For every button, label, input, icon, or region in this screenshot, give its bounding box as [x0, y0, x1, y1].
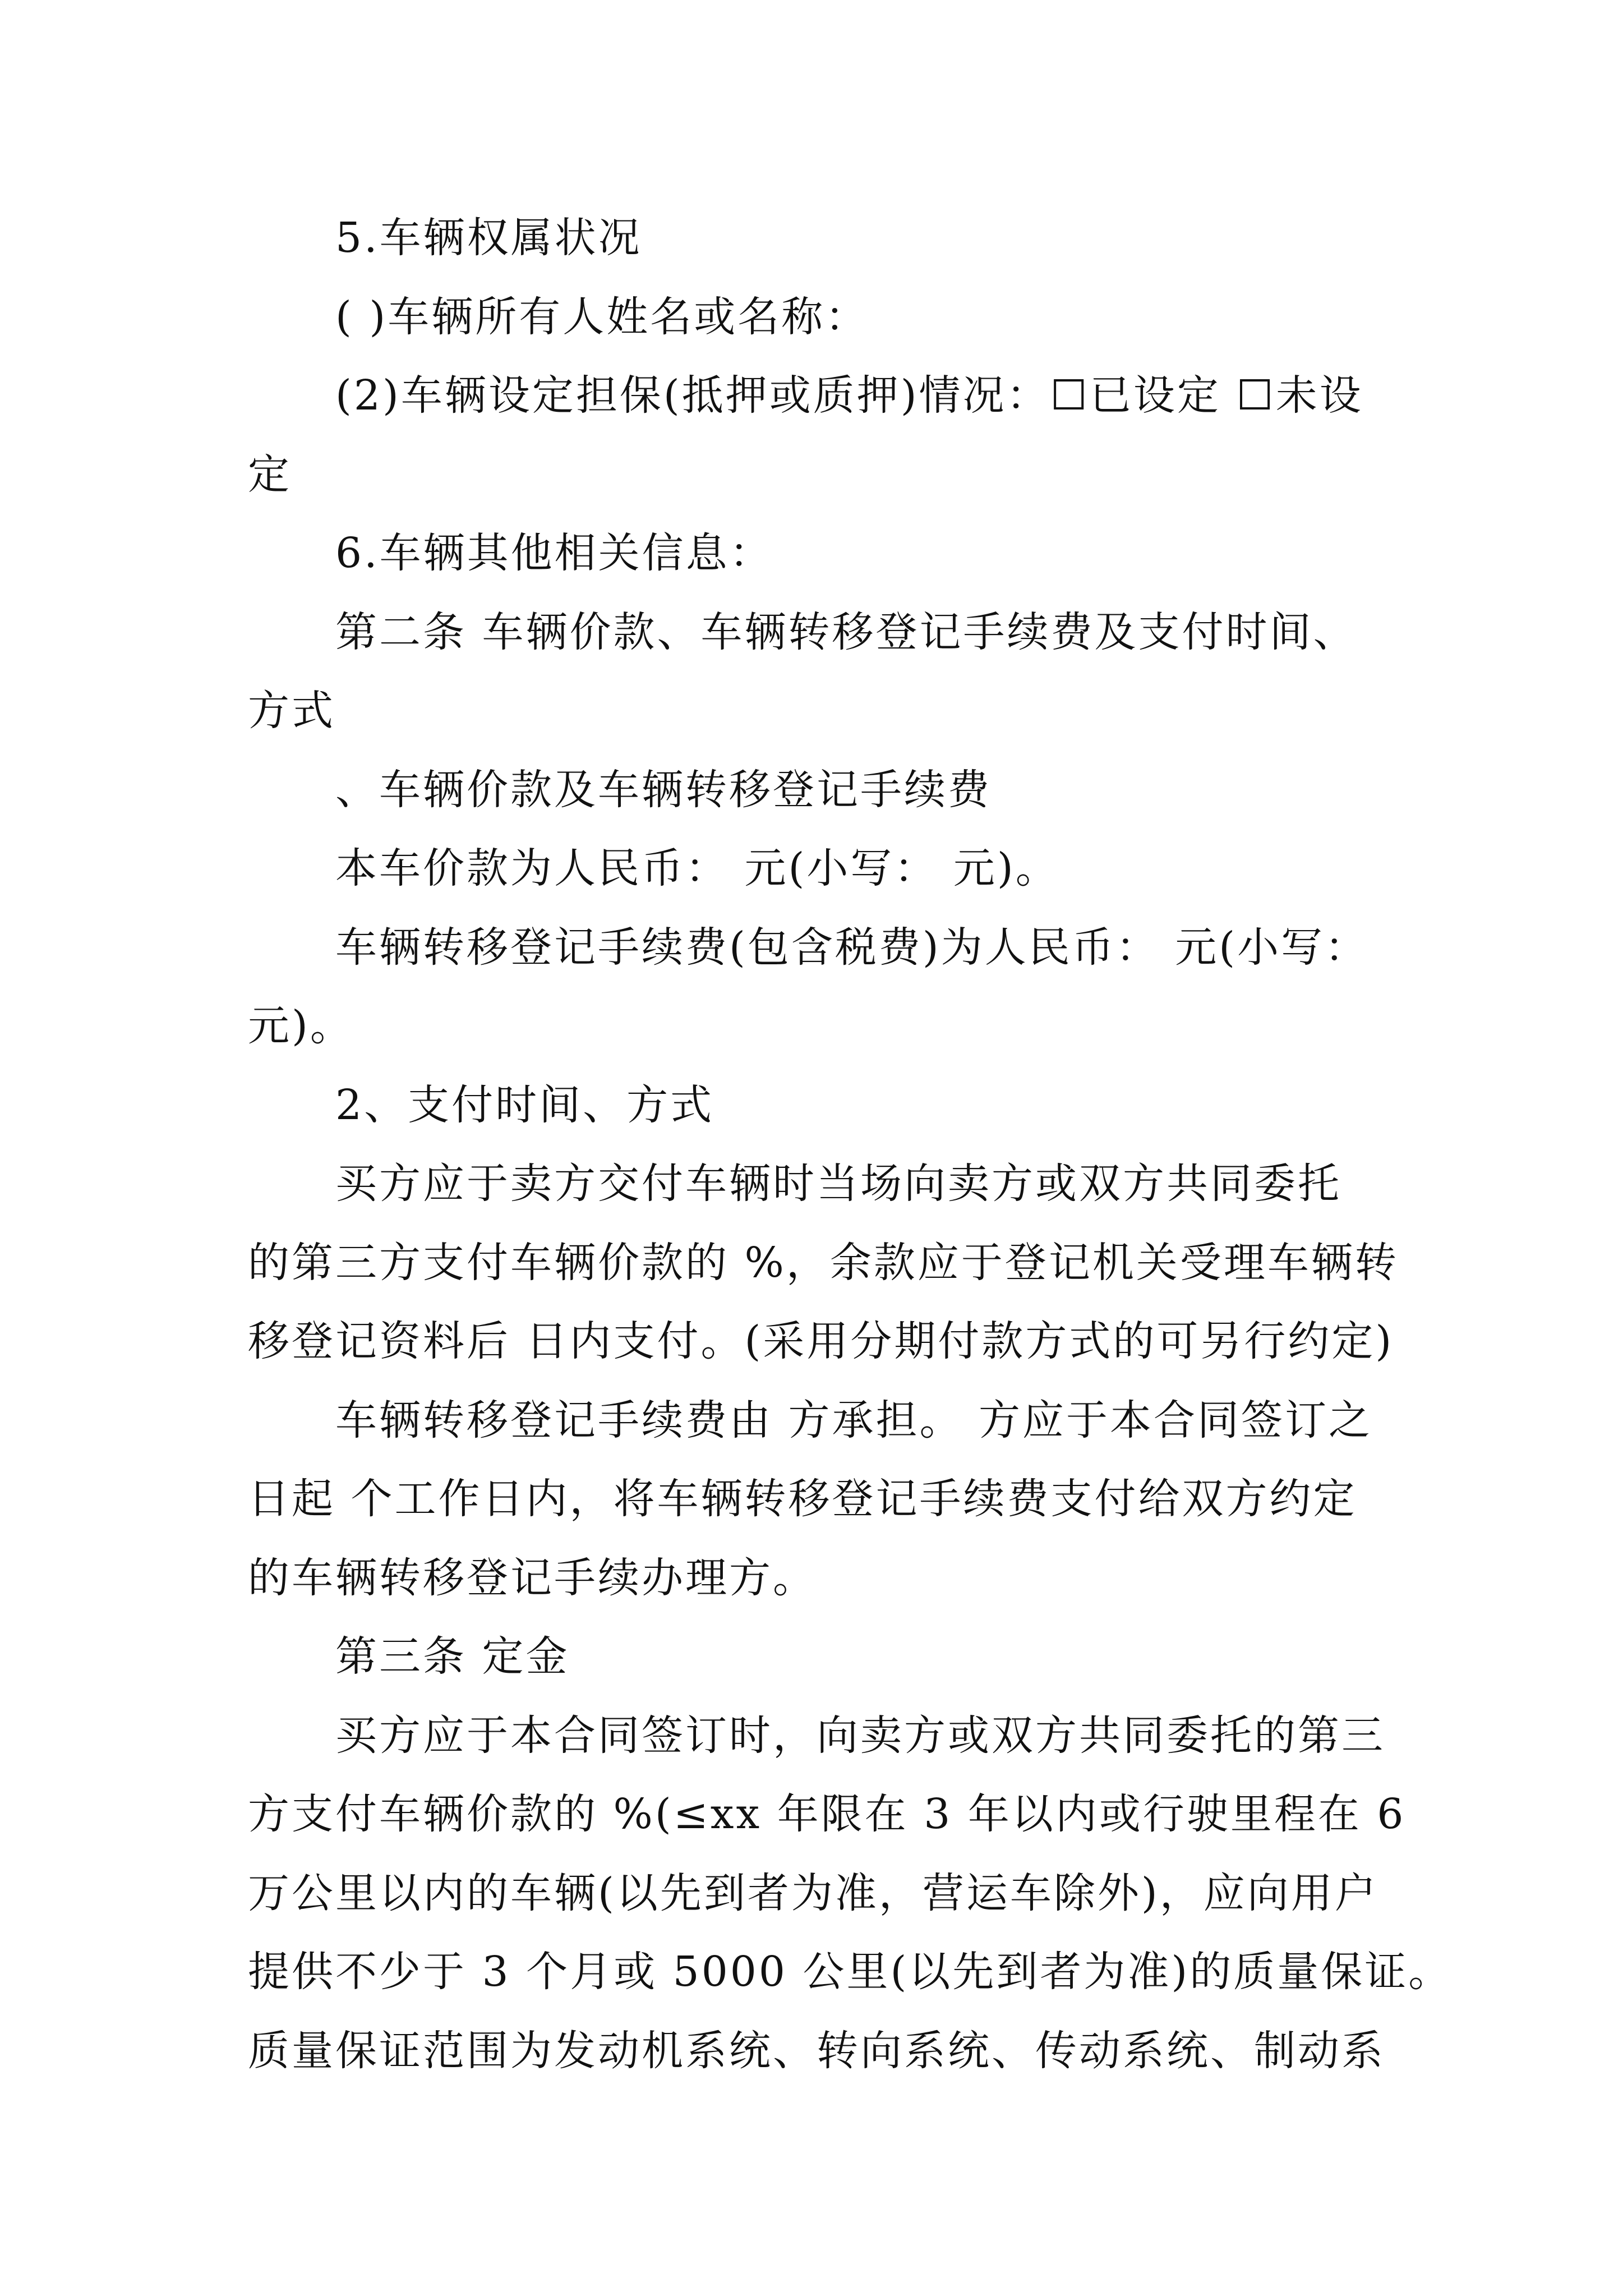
document-line: 第三条 定金: [335, 1632, 570, 1681]
document-line: (2)车辆设定担保(抵押或质押)情况：☐已设定 ☐未设: [335, 371, 1363, 420]
document-line: 的车辆转移登记手续办理方。: [248, 1553, 817, 1602]
document-line: 的第三方支付车辆价款的 %，余款应于登记机关受理车辆转: [248, 1238, 1399, 1287]
document-line: 5.车辆权属状况: [335, 214, 642, 262]
document-line: 、车辆价款及车辆转移登记手续费: [335, 765, 992, 814]
document-line: 2、支付时间、方式: [335, 1080, 714, 1129]
document-line: 车辆转移登记手续费由 方承担。 方应于本合同签订之: [335, 1396, 1373, 1444]
document-line: 方式: [248, 687, 335, 735]
document-line: 买方应于本合同签订时，向卖方或双方共同委托的第三: [335, 1711, 1385, 1760]
document-line: ( )车辆所有人姓名或名称：: [335, 292, 869, 341]
document-line: 6.车辆其他相关信息：: [335, 529, 773, 577]
document-line: 提供不少于 3 个月或 5000 公里(以先到者为准)的质量保证。: [248, 1948, 1453, 1996]
document-line: 买方应于卖方交付车辆时当场向卖方或双方共同委托: [335, 1159, 1341, 1208]
document-line: 日起 个工作日内，将车辆转移登记手续费支付给双方约定: [248, 1475, 1357, 1523]
document-line: 方支付车辆价款的 %(≤xx 年限在 3 年以内或行驶里程在 6: [248, 1790, 1406, 1838]
document-line: 定: [248, 450, 292, 499]
document-line: 元)。: [248, 1002, 354, 1050]
document-body: [248, 199, 1453, 2090]
document-line: 本车价款为人民币： 元(小写： 元)。: [335, 844, 1059, 892]
document-line: 移登记资料后 日内支付。(采用分期付款方式的可另行约定): [248, 1317, 1394, 1365]
document-line: 第二条 车辆价款、车辆转移登记手续费及支付时间、: [335, 608, 1357, 656]
document-line: 车辆转移登记手续费(包含税费)为人民币： 元(小写：: [335, 923, 1369, 972]
document-line: 万公里以内的车辆(以先到者为准，营运车除外)，应向用户: [248, 1869, 1378, 1917]
document-line: 质量保证范围为发动机系统、转向系统、传动系统、制动系: [248, 2026, 1385, 2075]
